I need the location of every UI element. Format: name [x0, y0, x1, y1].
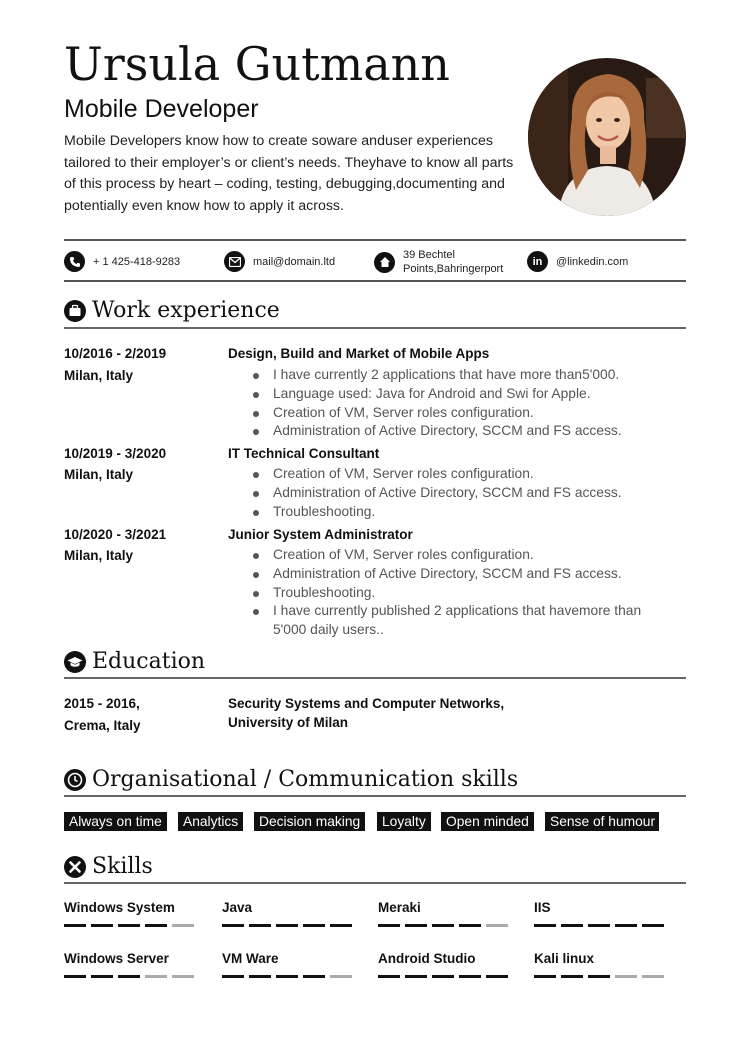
- education-school: University of Milan: [228, 715, 349, 730]
- linkedin-text: @linkedin.com: [556, 255, 629, 268]
- job-bullet: I have currently published 2 applications that havemore than 5'000 daily users..: [250, 602, 663, 640]
- skill-item: [64, 900, 199, 927]
- skill-bar-empty: [172, 924, 194, 927]
- education-rule: [64, 677, 686, 679]
- email-text: mail@domain.ltd: [253, 255, 336, 268]
- skill-tag: Loyalty: [377, 812, 431, 831]
- phone-icon: [64, 251, 85, 272]
- contact-address: [374, 248, 503, 276]
- org-skills-heading: [64, 767, 518, 792]
- skill-name: Windows Server: [64, 951, 169, 966]
- phone-text: + 1 425-418-9283: [93, 255, 181, 268]
- skill-bar-filled: [303, 975, 325, 978]
- skill-name: VM Ware: [222, 951, 279, 966]
- skill-bar-filled: [64, 924, 86, 927]
- skills-title: Skills: [92, 854, 153, 879]
- clock-icon: [64, 769, 86, 791]
- skill-level-bars: [534, 924, 669, 927]
- skill-level-bars: [534, 975, 669, 978]
- job-role: Mobile Developer: [64, 95, 259, 123]
- contact-linkedin[interactable]: [527, 251, 628, 272]
- skill-bar-filled: [91, 975, 113, 978]
- skill-bar-empty: [642, 975, 664, 978]
- job-dates: 10/2016 - 2/2019: [64, 346, 167, 361]
- job-location: Milan, Italy: [64, 548, 134, 563]
- skill-bar-filled: [486, 975, 508, 978]
- skill-bar-filled: [405, 924, 427, 927]
- contact-bottom-rule: [64, 280, 686, 282]
- skill-bar-filled: [432, 975, 454, 978]
- skill-bar-filled: [145, 924, 167, 927]
- skill-bar-empty: [330, 975, 352, 978]
- skill-bar-filled: [378, 924, 400, 927]
- candidate-name: Ursula Gutmann: [64, 37, 450, 91]
- job-dates: 10/2019 - 3/2020: [64, 446, 167, 461]
- education-heading: [64, 649, 205, 674]
- skill-bar-filled: [330, 924, 352, 927]
- skill-bar-empty: [145, 975, 167, 978]
- skill-name: Android Studio: [378, 951, 476, 966]
- skill-bar-filled: [588, 924, 610, 927]
- skill-bar-filled: [222, 975, 244, 978]
- linkedin-icon: in: [527, 251, 548, 272]
- skill-bar-empty: [486, 924, 508, 927]
- skill-bar-filled: [642, 924, 664, 927]
- org-skills-title: Organisational / Communication skills: [92, 767, 519, 792]
- education-location: Crema, Italy: [64, 718, 141, 733]
- skill-item: [222, 951, 357, 978]
- skill-bar-filled: [118, 924, 140, 927]
- skills-heading: [64, 854, 153, 879]
- contact-phone[interactable]: [64, 251, 180, 272]
- skill-tag: Sense of humour: [545, 812, 659, 831]
- contact-top-rule: [64, 239, 686, 241]
- job-title: IT Technical Consultant: [228, 446, 380, 461]
- skill-tag: Always on time: [64, 812, 167, 831]
- home-icon: [374, 252, 395, 273]
- skill-bar-filled: [534, 924, 556, 927]
- skill-item: [222, 900, 357, 927]
- skill-bar-filled: [222, 924, 244, 927]
- skill-bar-filled: [276, 975, 298, 978]
- skills-rule: [64, 882, 686, 884]
- job-bullet: Creation of VM, Server roles configuration.: [250, 465, 663, 484]
- skill-level-bars: [222, 924, 357, 927]
- skill-bar-empty: [172, 975, 194, 978]
- job-bullet: Troubleshooting.: [250, 584, 663, 603]
- skill-bar-filled: [459, 975, 481, 978]
- job-title: Design, Build and Market of Mobile Apps: [228, 346, 490, 361]
- contact-email[interactable]: [224, 251, 335, 272]
- job-bullets: [250, 465, 663, 521]
- skill-level-bars: [64, 975, 199, 978]
- job-bullets: [250, 546, 663, 640]
- skill-bar-filled: [378, 975, 400, 978]
- skill-level-bars: [378, 975, 513, 978]
- skill-bar-empty: [615, 975, 637, 978]
- mail-icon: [224, 251, 245, 272]
- education-dates: 2015 - 2016,: [64, 696, 140, 711]
- graduation-cap-icon: [64, 651, 86, 673]
- skill-bar-filled: [249, 924, 271, 927]
- work-rule: [64, 327, 686, 329]
- skill-bar-filled: [249, 975, 271, 978]
- skill-bar-filled: [276, 924, 298, 927]
- job-bullet: Language used: Java for Android and Swi for Apple.: [250, 385, 663, 404]
- job-bullet: Creation of VM, Server roles configuration.: [250, 404, 663, 423]
- skill-bar-filled: [118, 975, 140, 978]
- skill-name: Kali linux: [534, 951, 595, 966]
- skill-bar-filled: [459, 924, 481, 927]
- job-location: Milan, Italy: [64, 467, 134, 482]
- skill-item: [378, 900, 513, 927]
- skill-level-bars: [64, 924, 199, 927]
- profile-summary: Mobile Developers know how to create soware anduser experiences tailored to their employer’s or client’s needs. Theyhave to know all parts of this process by heart – coding, testing, debugging,documenting and potentially even know how to apply it across.: [64, 133, 514, 214]
- job-dates: 10/2020 - 3/2021: [64, 527, 167, 542]
- skill-bar-filled: [405, 975, 427, 978]
- education-title: Education: [92, 649, 206, 674]
- job-bullet: Creation of VM, Server roles configuration.: [250, 546, 663, 565]
- skill-tag: Analytics: [178, 812, 243, 831]
- skill-name: IIS: [534, 900, 551, 915]
- skill-bar-filled: [588, 975, 610, 978]
- skill-item: [64, 951, 199, 978]
- address-line-1: 39 Bechtel: [403, 249, 455, 261]
- skill-bar-filled: [91, 924, 113, 927]
- job-bullet: I have currently 2 applications that have more than5'000.: [250, 366, 663, 385]
- address-line-2: Points,Bahringerport: [403, 263, 504, 275]
- skill-name: Java: [222, 900, 253, 915]
- org-skills-rule: [64, 795, 686, 797]
- job-title: Junior System Administrator: [228, 527, 413, 542]
- job-bullet: Administration of Active Directory, SCCM and FS access.: [250, 422, 663, 441]
- briefcase-icon: [64, 300, 86, 322]
- skill-bar-filled: [64, 975, 86, 978]
- skill-bar-filled: [303, 924, 325, 927]
- skill-level-bars: [222, 975, 357, 978]
- skill-tag: Open minded: [441, 812, 534, 831]
- job-bullets: [250, 366, 663, 441]
- tools-icon: [64, 856, 86, 878]
- job-location: Milan, Italy: [64, 368, 134, 383]
- work-experience-heading: [64, 298, 280, 323]
- skill-bar-filled: [432, 924, 454, 927]
- skill-bar-filled: [561, 975, 583, 978]
- skill-item: [534, 951, 669, 978]
- job-bullet: Troubleshooting.: [250, 503, 663, 522]
- skill-item: [378, 951, 513, 978]
- skill-item: [534, 900, 669, 927]
- skill-bar-filled: [534, 975, 556, 978]
- skill-name: Windows System: [64, 900, 175, 915]
- skill-tag: Decision making: [254, 812, 365, 831]
- education-degree: Security Systems and Computer Networks,: [228, 696, 505, 711]
- work-experience-title: Work experience: [92, 298, 280, 323]
- skill-name: Meraki: [378, 900, 421, 915]
- job-bullet: Administration of Active Directory, SCCM and FS access.: [250, 565, 663, 584]
- skill-bar-filled: [615, 924, 637, 927]
- profile-photo: [528, 58, 686, 216]
- skill-level-bars: [378, 924, 513, 927]
- job-bullet: Administration of Active Directory, SCCM and FS access.: [250, 484, 663, 503]
- skill-bar-filled: [561, 924, 583, 927]
